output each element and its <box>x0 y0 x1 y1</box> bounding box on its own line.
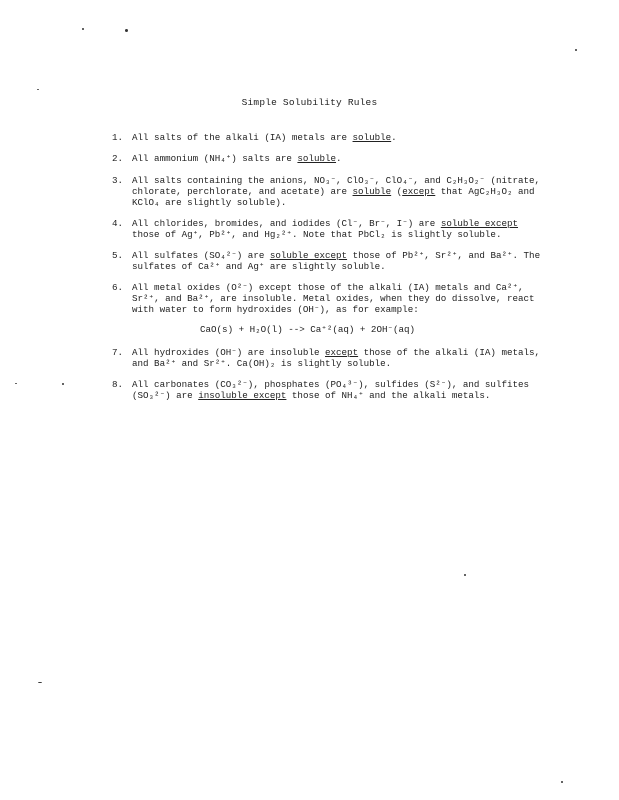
text-segment: All chlorides, bromides, and iodides (Cl⁻, Br⁻, I⁻) are <box>132 218 441 229</box>
rule-line <box>132 261 532 272</box>
rule-number: 8. <box>112 379 124 390</box>
scan-speck <box>38 682 42 683</box>
rule-number: 3. <box>112 175 124 186</box>
text-segment: those of Ag⁺, Pb²⁺, and Hg₂²⁺. Note that PbCl₂ is slightly soluble. <box>132 229 502 240</box>
rule-line <box>132 218 532 229</box>
underlined-text: soluble except <box>440 218 519 229</box>
underlined-text: soluble <box>352 132 392 143</box>
rule-text <box>132 282 535 315</box>
underlined-text: except <box>402 186 436 197</box>
text-segment: sulfates of Ca²⁺ and Ag⁺ are slightly soluble. <box>132 261 386 272</box>
rule-line <box>132 186 535 197</box>
rule-line <box>132 229 532 240</box>
scan-speck <box>15 383 17 384</box>
scan-speck <box>464 574 466 576</box>
text-segment: All sulfates (SO₄²⁻) are <box>132 250 270 261</box>
text-segment: those of Pb²⁺, Sr²⁺, and Ba²⁺. The <box>347 250 541 261</box>
rule-line <box>132 347 541 358</box>
text-segment: All carbonates (CO₃²⁻), phosphates (PO₄³⁻), sulfides (S²⁻), and sulfites <box>132 379 530 390</box>
rule-text <box>132 153 532 164</box>
rule-number: 4. <box>112 218 124 229</box>
scan-speck <box>575 49 577 51</box>
text-segment: All salts of the alkali (IA) metals are <box>132 132 353 143</box>
scan-speck <box>561 781 563 783</box>
rule-number: 6. <box>112 282 124 293</box>
text-segment: (SO₃²⁻) are <box>132 390 199 401</box>
rule-text <box>132 347 541 369</box>
rule-text <box>132 250 541 272</box>
rule-line <box>132 358 532 369</box>
scan-speck <box>62 383 64 385</box>
rule-text <box>132 379 532 401</box>
document-title: Simple Solubility Rules <box>241 97 378 108</box>
text-segment: and Ba²⁺ and Sr²⁺. Ca(OH)₂ is slightly soluble. <box>132 358 392 369</box>
text-segment: those of NH₄⁺ and the alkali metals. <box>286 390 491 401</box>
text-segment: All salts containing the anions, NO₃⁻, ClO₃⁻, ClO₄⁻, and C₂H₃O₂⁻ (nitrate, <box>132 175 541 186</box>
rule-number: 7. <box>112 347 124 358</box>
rule-line <box>132 390 532 401</box>
rule-line <box>132 304 532 315</box>
text-segment: . <box>336 153 342 164</box>
text-segment: those of the alkali (IA) metals, <box>358 347 541 358</box>
text-segment: . <box>391 132 397 143</box>
text-segment: with water to form hydroxides (OH⁻), as for example: <box>132 304 419 315</box>
scan-speck <box>125 29 128 32</box>
text-segment: All metal oxides (O²⁻) except those of the alkali (IA) metals and Ca²⁺, <box>132 282 524 293</box>
text-segment: KClO₄ are slightly soluble). <box>132 197 287 208</box>
scan-speck <box>37 89 39 90</box>
rule-text <box>132 175 541 208</box>
text-segment: that AgC₂H₃O₂ and <box>435 186 535 197</box>
underlined-text: soluble <box>297 153 337 164</box>
underlined-text: except <box>325 347 359 358</box>
underlined-text: insoluble except <box>198 390 287 401</box>
text-segment: ( <box>391 186 403 197</box>
example-equation: CaO(s) + H₂O(l) --> Ca⁺²(aq) + 2OH⁻(aq) <box>200 324 416 335</box>
rule-number: 2. <box>112 153 124 164</box>
text-segment: chlorate, perchlorate, and acetate) are <box>132 186 353 197</box>
rule-line <box>132 153 532 164</box>
text-segment: Sr²⁺, and Ba²⁺, are insoluble. Metal oxides, when they do dissolve, react <box>132 293 535 304</box>
text-segment: All hydroxides (OH⁻) are insoluble <box>132 347 325 358</box>
rule-number: 1. <box>112 132 124 143</box>
rule-line <box>132 379 532 390</box>
rule-number: 5. <box>112 250 124 261</box>
rule-line <box>132 282 532 293</box>
rule-line <box>132 175 541 186</box>
rule-line <box>132 250 541 261</box>
rule-text <box>132 218 532 240</box>
rule-line <box>132 132 532 143</box>
rule-line <box>132 293 535 304</box>
scan-speck <box>82 28 84 30</box>
rule-text <box>132 132 532 143</box>
underlined-text: soluble except <box>269 250 348 261</box>
underlined-text: soluble <box>352 186 392 197</box>
rule-line <box>132 197 532 208</box>
text-segment: All ammonium (NH₄⁺) salts are <box>132 153 298 164</box>
